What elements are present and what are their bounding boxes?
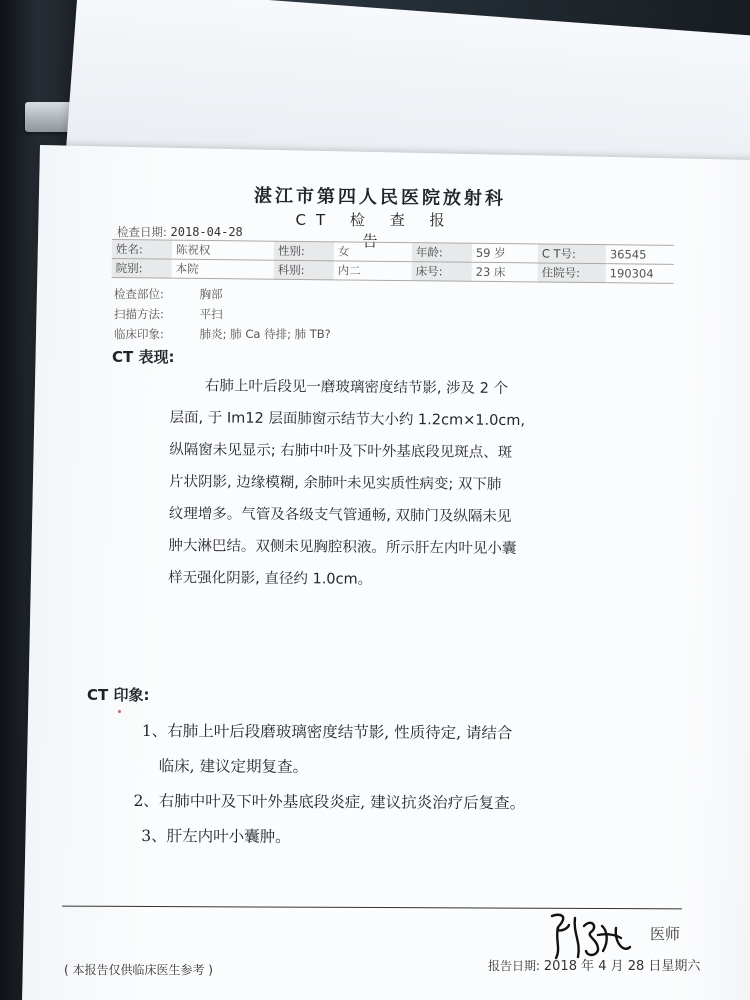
scan-method: 平扫 (199, 307, 223, 321)
report-date-row (488, 955, 700, 974)
ct-findings-line: 纹理增多。气管及各级支气管通畅, 双肺门及纵隔未见 (168, 505, 512, 525)
ct-findings-line: 右肺上叶后段见一磨玻璃密度结节影, 涉及 2 个 (204, 378, 509, 397)
ct-number: 36545 (606, 245, 674, 265)
exam-part: 胸部 (199, 287, 223, 301)
impression-item: 2、右肺中叶及下叶外基底段炎症, 建议抗炎治疗后复查。 (133, 791, 526, 813)
scan-method-label: 扫描方法: (114, 307, 164, 321)
clinical-impression: 肺炎; 肺 Ca 待排; 肺 TB? (199, 327, 331, 341)
ct-impression-heading: CT 印象: (87, 686, 150, 704)
ct-impression-list (133, 714, 612, 857)
ct-findings-line: 片状阴影, 边缘模糊, 余肺叶未见实质性病变; 双下肺 (168, 473, 502, 493)
impression-item: 3、肝左内叶小囊肿。 (141, 826, 291, 846)
ct-findings-line: 层面, 于 Im12 层面肺窗示结节大小约 1.2cm×1.0cm, (169, 409, 526, 430)
exam-part-label: 检查部位: (114, 287, 164, 301)
admission-number-label: 住院号: (538, 263, 606, 283)
patient-gender: 女 (334, 242, 412, 262)
patient-ward: 本院 (172, 259, 274, 279)
admission-number: 190304 (606, 264, 674, 284)
exam-part-row (114, 286, 223, 302)
doctor-label: 医师 (650, 925, 681, 943)
ct-findings-line: 纵隔窗未见显示; 右肺中叶及下叶外基底段见斑点、斑 (169, 441, 513, 461)
ct-findings-line: 样无强化阴影, 直径约 1.0cm。 (168, 569, 373, 588)
patient-age: 59 岁 (472, 243, 538, 263)
report-title: CT 检 查 报 告 (295, 211, 455, 250)
ward-label: 院别: (112, 258, 172, 278)
exam-date-label: 检查日期: (117, 225, 167, 239)
impression-item: 1、右肺上叶后段磨玻璃密度结节影, 性质待定, 请结合 (141, 721, 513, 743)
report-date-label: 报告日期: (488, 959, 541, 973)
exam-date: 2018-04-28 (170, 225, 243, 239)
bed-label: 床号: (412, 262, 472, 282)
impression-item: 临床, 建议定期复查。 (158, 757, 309, 777)
patient-info-table (112, 239, 674, 284)
ct-findings-line: 肿大淋巴结。双侧未见胸腔积液。所示肝左内叶见小囊 (168, 537, 517, 558)
clinical-impression-label: 临床印象: (114, 327, 164, 341)
report-date: 2018 年 4 月 28 日星期六 (543, 959, 701, 974)
name-label: 姓名: (112, 239, 172, 259)
ct-number-label: C T号: (538, 244, 606, 264)
patient-department: 内二 (334, 261, 412, 281)
age-label: 年龄: (412, 243, 472, 263)
gender-label: 性别: (274, 241, 334, 261)
scan-method-row (114, 306, 223, 322)
patient-bed: 23 床 (472, 262, 538, 282)
ct-findings-heading: CT 表现: (112, 348, 175, 366)
exam-date-row (117, 224, 347, 240)
report-disclaimer: ( 本报告仅供临床医生参考 ) (64, 963, 213, 977)
patient-name: 陈祝权 (172, 240, 274, 260)
red-ink-dot (118, 710, 121, 713)
ct-findings-text (168, 370, 610, 598)
department-label: 科别: (274, 260, 334, 280)
clinical-impression-row (114, 326, 331, 342)
hospital-title: 湛江市第四人民医院放射科 (253, 185, 507, 210)
